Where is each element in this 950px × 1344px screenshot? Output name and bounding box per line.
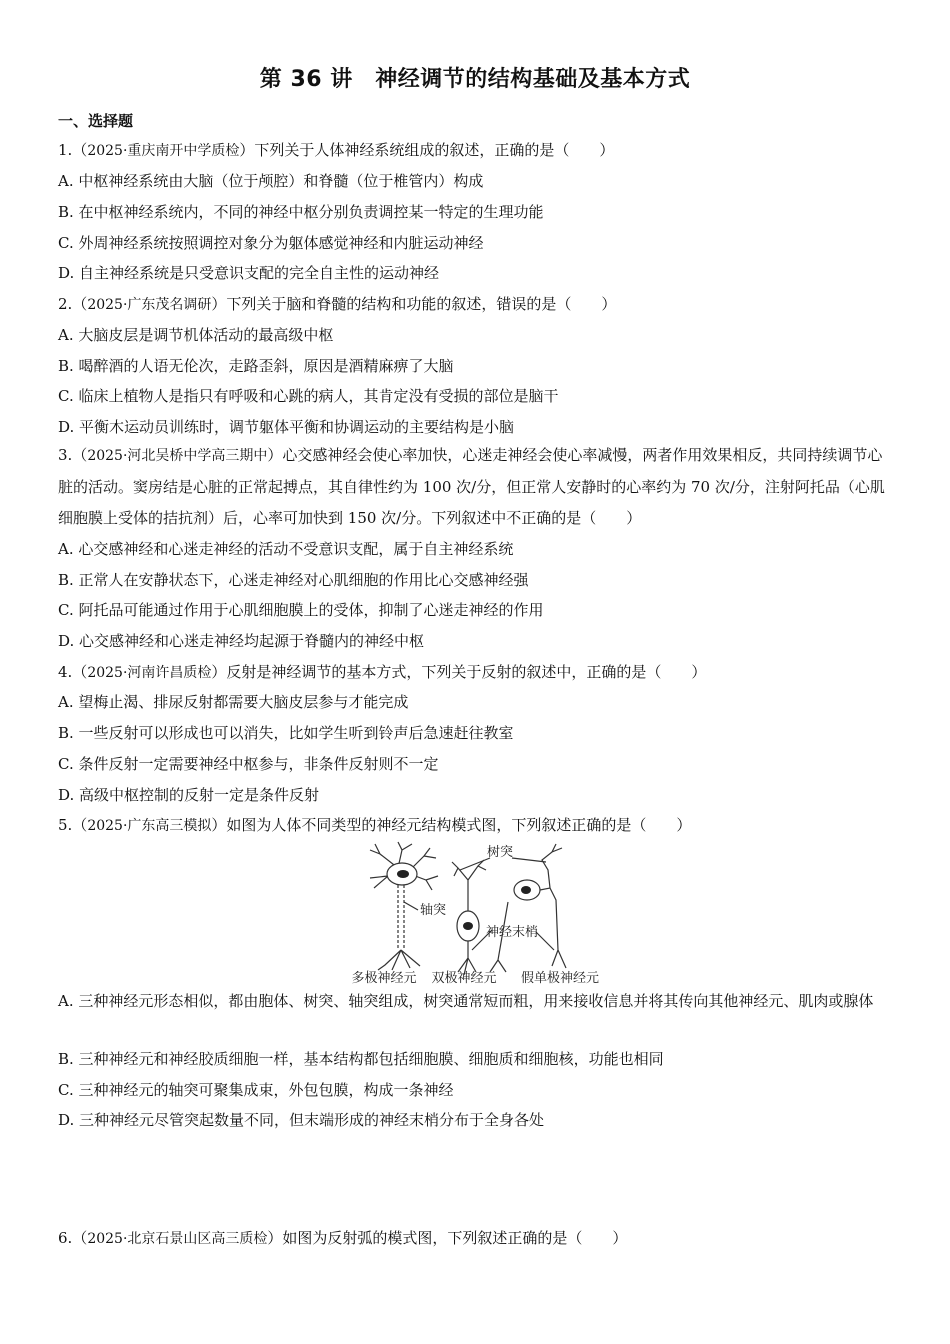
pseudounipolar-neuron-drawing — [490, 844, 566, 972]
question-3-option-c: C. 阿托品可能通过作用于心肌细胞膜上的受体，抑制了心迷走神经的作用 — [58, 601, 544, 619]
figure-caption-multipolar: 多极神经元 — [351, 971, 417, 985]
question-1-stem: 1.（2025·重庆南开中学质检）下列关于人体神经系统组成的叙述，正确的是（ ） — [58, 141, 615, 159]
question-4-stem: 4.（2025·河南许昌质检）反射是神经调节的基本方式，下列关于反射的叙述中，正确的是（ ） — [58, 663, 707, 681]
question-5-stem: 5.（2025·广东高三模拟）如图为人体不同类型的神经元结构模式图，下列叙述正确的是（ ） — [58, 816, 692, 834]
question-source: 2025·广东茂名调研 — [87, 297, 212, 313]
page-title: 第 36 讲 神经调节的结构基础及基本方式 — [259, 67, 691, 92]
axon-leader-line — [404, 902, 418, 910]
question-1-option-c: C. 外周神经系统按照调控对象分为躯体感觉神经和内脏运动神经 — [58, 234, 484, 252]
question-4-option-c: C. 条件反射一定需要神经中枢参与，非条件反射则不一定 — [58, 755, 439, 773]
question-4-option-a: A. 望梅止渴、排尿反射都需要大脑皮层参与才能完成 — [58, 693, 409, 711]
question-3-option-a: A. 心交感神经和心迷走神经的活动不受意识支配，属于自主神经系统 — [58, 540, 514, 558]
question-2-option-a: A. 大脑皮层是调节机体活动的最高级中枢 — [58, 326, 334, 344]
question-source: 2025·河南许昌质检 — [87, 665, 212, 681]
question-1-option-b: B. 在中枢神经系统内，不同的神经中枢分别负责调控某一特定的生理功能 — [58, 203, 544, 221]
question-3-option-b: B. 正常人在安静状态下，心迷走神经对心肌细胞的作用比心交感神经强 — [58, 571, 529, 589]
question-5-option-b: B. 三种神经元和神经胶质细胞一样，基本结构都包括细胞膜、细胞质和细胞核，功能也相同 — [58, 1050, 664, 1068]
question-1-option-a: A. 中枢神经系统由大脑（位于颅腔）和脊髓（位于椎管内）构成 — [58, 172, 484, 190]
question-1-option-d: D. 自主神经系统是只受意识支配的完全自主性的运动神经 — [58, 264, 440, 282]
section-heading: 一、选择题 — [58, 112, 134, 130]
question-6-stem: 6.（2025·北京石景山区高三质检）如图为反射弧的模式图，下列叙述正确的是（ ） — [58, 1229, 628, 1247]
figure-caption-bipolar: 双极神经元 — [431, 971, 497, 985]
question-source: 2025·北京石景山区高三质检 — [87, 1231, 268, 1247]
question-5-option-a: A. 三种神经元形态相似，都由胞体、树突、轴突组成，树突通常短而粗，用来接收信息并将其传向其他神经元、肌肉或腺体 — [58, 992, 874, 1010]
dendrite-label: 树突 — [486, 845, 514, 860]
question-source: 2025·重庆南开中学质检 — [87, 143, 240, 159]
question-3-option-d: D. 心交感神经和心迷走神经均起源于脊髓内的神经中枢 — [58, 632, 425, 650]
question-source: 2025·河北吴桥中学高三期中 — [87, 448, 268, 464]
nerve-ending-label: 神经末梢 — [486, 925, 539, 940]
question-source: 2025·广东高三模拟 — [87, 818, 212, 834]
neuron-types-figure — [340, 840, 620, 985]
question-4-option-b: B. 一些反射可以形成也可以消失，比如学生听到铃声后急速赶往教室 — [58, 724, 514, 742]
question-2-option-b: B. 喝醉酒的人语无伦次，走路歪斜，原因是酒精麻痹了大脑 — [58, 357, 454, 375]
bipolar-neuron-drawing — [452, 860, 486, 975]
figure-caption-pseudounipolar: 假单极神经元 — [520, 971, 600, 985]
question-2-option-c: C. 临床上植物人是指只有呼吸和心跳的病人，其肯定没有受损的部位是脑干 — [58, 387, 559, 405]
question-5-option-c: C. 三种神经元的轴突可聚集成束，外包包膜，构成一条神经 — [58, 1081, 454, 1099]
question-4-option-d: D. 高级中枢控制的反射一定是条件反射 — [58, 786, 320, 804]
question-5-option-d: D. 三种神经元尽管突起数量不同，但末端形成的神经末梢分布于全身各处 — [58, 1111, 545, 1129]
question-3-stem: 3.（2025·河北吴桥中学高三期中）心交感神经会使心率加快，心迷走神经会使心率减慢，两者作用效果相反，共同持续调节心脏的活动。窦房结是心脏的正常起搏点，其自律性约为 100 次/分，但正常人安静时的心率约为 70 次/分，注射阿托品（心肌细胞膜上受体的拮抗剂）后，心率可加快到 150 次/分。下列叙述中不正确的是（ ） — [58, 446, 885, 527]
question-2-stem: 2.（2025·广东茂名调研）下列关于脑和脊髓的结构和功能的叙述，错误的是（ ） — [58, 295, 617, 313]
question-2-option-d: D. 平衡木运动员训练时，调节躯体平衡和协调运动的主要结构是小脑 — [58, 418, 515, 436]
axon-label: 轴突 — [420, 903, 447, 918]
